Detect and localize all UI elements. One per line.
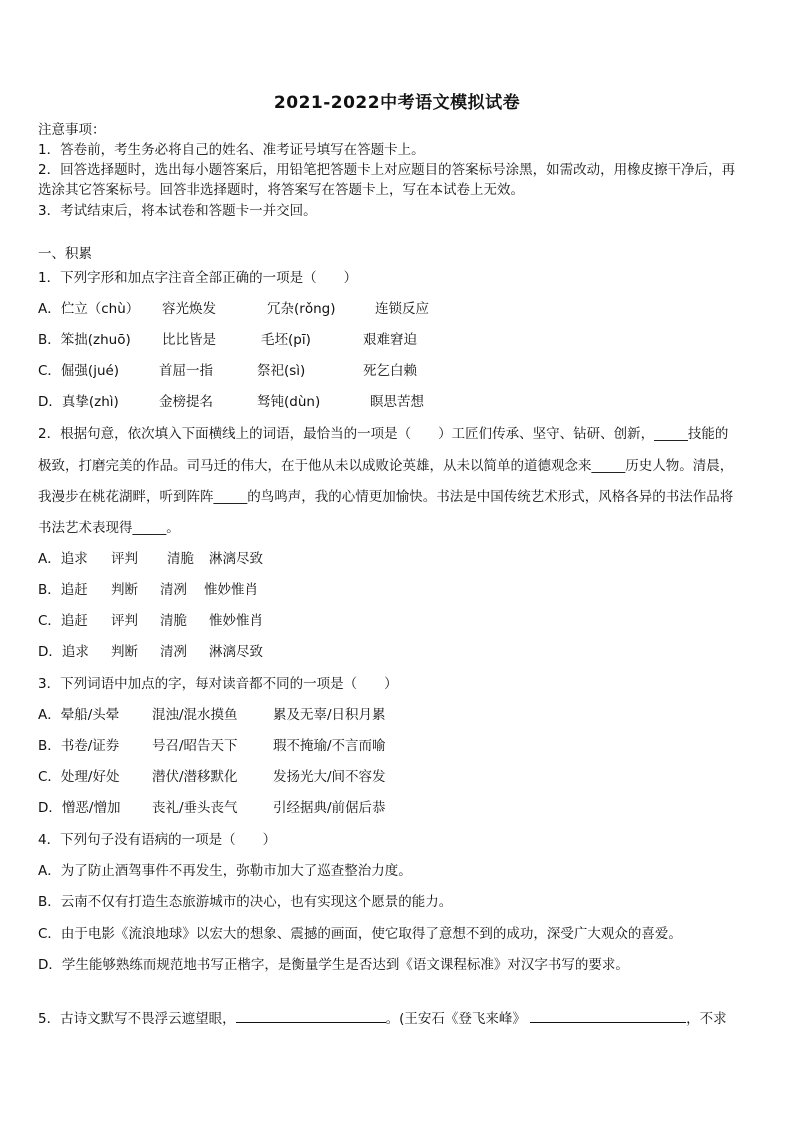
q3-option-a xyxy=(38,705,760,725)
q2-option-text: 判断 xyxy=(111,582,138,598)
q2-stem-line: 极致，打磨完美的作品。司马迁的伟大，在于他从未以成败论英雄，从未以简单的道德观念来_____历史人物。清晨， xyxy=(38,458,734,474)
q4-option-a: A．为了防止酒驾事件不再发生，弥勒市加大了巡查整治力度。 xyxy=(38,863,412,879)
q3-option-text: 潜伏/潜移默化 xyxy=(152,769,238,785)
q1-option-text: 冗杂(rǒng) xyxy=(267,301,336,317)
q2-option-text: B．追赶 xyxy=(38,582,88,598)
q1-stem: 1．下列字形和加点字注音全部正确的一项是（ ） xyxy=(38,270,358,286)
q2-option-c xyxy=(38,611,760,631)
section-heading: 一、积累 xyxy=(38,246,92,262)
q1-option-c xyxy=(38,361,760,381)
q2-option-text: 惟妙惟肖 xyxy=(204,582,258,598)
notice-item: 选涂其它答案标号。回答非选择题时，将答案写在答题卡上，写在本试卷上无效。 xyxy=(38,182,524,198)
q2-option-a xyxy=(38,549,760,569)
q1-option-text: 艰难窘迫 xyxy=(363,332,417,348)
q3-option-text: 丧礼/垂头丧气 xyxy=(152,800,238,816)
q1-option-text: 比比皆是 xyxy=(162,332,216,348)
q1-option-text: A．伫立（chù） xyxy=(38,301,140,317)
q1-option-b xyxy=(38,330,760,350)
q2-option-text: 清脆 xyxy=(167,551,194,567)
q1-option-text: 瞑思苦想 xyxy=(370,394,424,410)
q2-option-text: 惟妙惟肖 xyxy=(209,613,263,629)
q3-option-b xyxy=(38,736,760,756)
q3-option-text: 累及无辜/日积月累 xyxy=(273,707,386,723)
q5-stem xyxy=(38,1008,760,1029)
q5-text: 。(王安石《登飞来峰》 xyxy=(385,1011,526,1027)
q1-option-text: 容光焕发 xyxy=(162,301,216,317)
q2-option-text: 清冽 xyxy=(160,582,187,598)
q1-option-text: 死乞白赖 xyxy=(363,363,417,379)
q3-option-text: 混浊/混水摸鱼 xyxy=(152,707,238,723)
q1-option-text: 驽钝(dùn) xyxy=(257,394,321,410)
q1-option-d xyxy=(38,392,760,412)
q2-stem-line: 我漫步在桃花湖畔，听到阵阵_____的鸟鸣声，我的心情更加愉快。书法是中国传统艺术形式，风格各异的书法作品将 xyxy=(38,489,734,505)
q5-text: ，不求 xyxy=(686,1011,727,1027)
q2-stem-line: 2．根据句意，依次填入下面横线上的词语，最恰当的一项是（ ）工匠们传承、坚守、钻研、创新，_____技能的 xyxy=(38,426,729,442)
q3-option-text: 瑕不掩瑜/不言而喻 xyxy=(273,738,386,754)
q2-option-text: A．追求 xyxy=(38,551,88,567)
q3-option-text: C．处理/好处 xyxy=(38,769,120,785)
notice-item: 3．考试结束后，将本试卷和答题卡一并交回。 xyxy=(38,203,317,219)
q1-option-text: 祭祀(sì) xyxy=(257,363,306,379)
q2-option-text: 评判 xyxy=(111,613,138,629)
q1-option-a xyxy=(38,299,760,319)
q2-option-text: 淋漓尽致 xyxy=(209,644,263,660)
q2-option-text: C．追赶 xyxy=(38,613,88,629)
q3-option-c xyxy=(38,767,760,787)
q3-option-d xyxy=(38,798,760,818)
q3-option-text: A．晕船/头晕 xyxy=(38,707,120,723)
q1-option-text: 连锁反应 xyxy=(375,301,429,317)
q2-option-text: 清冽 xyxy=(160,644,187,660)
q2-option-b xyxy=(38,580,760,600)
q4-option-b: B．云南不仅有打造生态旅游城市的决心，也有实现这个愿景的能力。 xyxy=(38,894,453,910)
q2-option-text: 淋漓尽致 xyxy=(209,551,263,567)
q5-text: 5．古诗文默写不畏浮云遮望眼， xyxy=(38,1011,236,1027)
q4-option-c: C．由于电影《流浪地球》以宏大的想象、震撼的画面，使它取得了意想不到的成功，深受广大观众的喜爱。 xyxy=(38,926,682,942)
q1-option-text: 金榜提名 xyxy=(159,394,213,410)
q1-option-text: C．倔强(jué) xyxy=(38,363,120,379)
q2-stem-line: 书法艺术表现得_____。 xyxy=(38,520,180,536)
q5-answer-blank[interactable] xyxy=(530,1008,686,1023)
notice-item: 2．回答选择题时，选出每小题答案后，用铅笔把答题卡上对应题目的答案标号涂黑，如需改动，用橡皮擦干净后，再 xyxy=(38,162,736,178)
q3-option-text: D．憎恶/憎加 xyxy=(38,800,121,816)
q4-option-d: D．学生能够熟练而规范地书写正楷字，是衡量学生是否达到《语文课程标准》对汉字书写的要求。 xyxy=(38,957,629,973)
q3-option-text: B．书卷/证券 xyxy=(38,738,120,754)
q3-option-text: 发扬光大/间不容发 xyxy=(273,769,386,785)
q2-option-text: 评判 xyxy=(111,551,138,567)
q1-option-text: 首屈一指 xyxy=(159,363,213,379)
q2-option-text: D．追求 xyxy=(38,644,89,660)
q1-option-text: 毛坯(pī) xyxy=(261,332,311,348)
q3-option-text: 引经据典/前倨后恭 xyxy=(273,800,386,816)
q2-option-text: 判断 xyxy=(111,644,138,660)
exam-title: 2021-2022中考语文模拟试卷 xyxy=(273,93,521,113)
q4-stem: 4．下列句子没有语病的一项是（ ） xyxy=(38,832,277,848)
q3-stem: 3．下列词语中加点的字，每对读音都不同的一项是（ ） xyxy=(38,676,398,692)
q2-option-d xyxy=(38,642,760,662)
q1-option-text: D．真挚(zhì) xyxy=(38,394,119,410)
q5-answer-blank[interactable] xyxy=(236,1008,386,1023)
notice-item: 1．答卷前，考生务必将自己的姓名、准考证号填写在答题卡上。 xyxy=(38,142,425,158)
q2-option-text: 清脆 xyxy=(160,613,187,629)
notice-heading: 注意事项： xyxy=(38,122,106,138)
q1-option-text: B．笨拙(zhuō) xyxy=(38,332,131,348)
q3-option-text: 号召/昭告天下 xyxy=(152,738,238,754)
